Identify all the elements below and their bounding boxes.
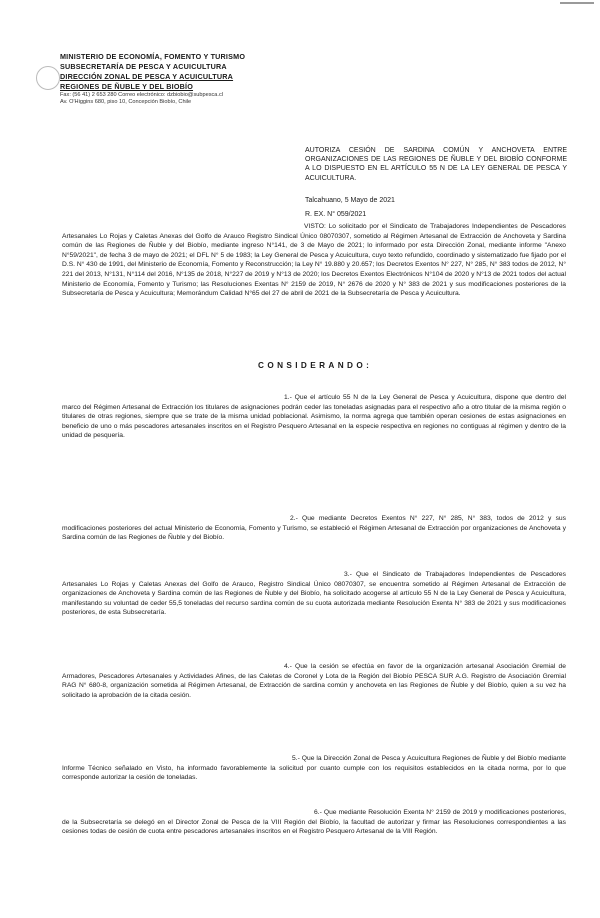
considerando-1: 1.- Que el artículo 55 N de la Ley General de Pesca y Acuicultura, dispone que dentro del marco del Régimen Artesanal de Extracción los titulares de asignaciones podrán ceder las toneladas asignadas para el respectivo año a otro titular de la misma región o titulares de otras regiones, siempre que se trate de la misma unidad poblacional. Asimismo, la norma agrega que también operan cesiones de estas asignaciones en beneficio de uno o más pescadores artesanales inscritos en el Registro Pesquero Artesanal en la especie respectiva en regiones no contiguas al régimen y dentro de la unidad de pesquería. (62, 394, 566, 440)
resolution-subject: AUTORIZA CESIÓN DE SARDINA COMÚN Y ANCHOVETA ENTRE ORGANIZACIONES DE LAS REGIONES DE ÑUBLE Y DEL BIOBÍO CONFORME A LO DISPUESTO EN EL ARTÍCULO 55 N DE LA LEY GENERAL DE PESCA Y ACUICULTURA. (305, 147, 567, 182)
visto-text: Lo solicitado por el Sindicato de Trabajadores Independientes de Pescadores Artesanales Lo Rojas y Caletas Anexas del Golfo de Arauco Registro Sindical Único 08070307, sometido al Régimen Artesanal de Extracción de Anchoveta y Sardina común de las Regiones de Ñuble y del Biobío, mediante ingreso N°141, de 3 de Mayo de 2021; lo informado por esta Dirección Zonal, mediante informe "Anexo N°59/2021", de fecha 3 de mayo de 2021; el DFL N° 5 de 1983; la Ley General de Pesca y Acuicultura, cuyo texto refundido, coordinado y sistematizado fue fijado por el D.S. N° 430 de 1991, del Ministerio de Economía, Fomento y Reconstrucción; la Ley N° 19.880 y 20.657; los Decretos Exentos N° 227, N° 285, N° 383 todos de 2012, N° 221 del 2013, N°131, N°114 del 2016, N°135 de 2018, N°227 de 2019 y N°13 de 2020; los Decretos Exentos Electrónicos N°104 de 2020 y N°13 de 2021 todos del actual Ministerio de Economía, Fomento y Turismo; las Resoluciones Exentas N° 2159 de 2019, N° 2676 de 2020 y N° 383 de 2021 y sus modificaciones posteriores de la Subsecretaría de Pesca y Acuicultura; Memorándum Calidad N°65 del 27 de abril de 2021 de la Subsecretaría de Pesca y Acuicultura. (62, 223, 567, 298)
letterhead-line-regiones: REGIONES DE ÑUBLE Y DEL BIOBÍO (60, 82, 194, 91)
letterhead-line-ministry: MINISTERIO DE ECONOMÍA, FOMENTO Y TURISMO (60, 52, 246, 61)
considerando-heading: CONSIDERANDO: (258, 361, 373, 370)
resolution-date: Talcahuano, 5 Mayo de 2021 (305, 197, 395, 204)
considerando-5: 5.- Que la Dirección Zonal de Pesca y Acuicultura Regiones de Ñuble y del Biobío mediante Informe Técnico señalado en Visto, ha informado favorablemente la solicitud por cuanto cumple con los requisitos establecidos en la citada norma, por lo que corresponde autorizar la cesión de toneladas. (62, 755, 566, 782)
letterhead-address-line: Av. O'Higgins 680, piso 10, Concepción Biobío, Chile (60, 99, 192, 105)
letterhead-line-direccion: DIRECCIÓN ZONAL DE PESCA Y ACUICULTURA (60, 72, 234, 81)
resolution-number: R. EX. N° 059/2021 (305, 211, 367, 218)
visto-paragraph (62, 222, 566, 299)
letterhead-line-subsecretaria: SUBSECRETARÍA DE PESCA Y ACUICULTURA (60, 62, 227, 71)
considerando-3: 3.- Que el Sindicato de Trabajadores Independientes de Pescadores Artesanales Lo Rojas y Caletas Anexas del Golfo de Arauco, Registro Sindical Único 08070307, se encuentra sometido al Régimen Artesanal de Extracción de organizaciones de Anchoveta y Sardina común de las Regiones de Ñuble y del Biobío, ha solicitado acogerse al artículo 55 N de la Ley General de Pesca y Acuicultura, manifestando su voluntad de ceder 55,5 toneladas del recurso sardina común de su cuota autorizada mediante Resolución Exenta N° 383 de 2021 y sus modificaciones posteriores, de esta Subsecretaría. (62, 571, 566, 617)
corner-mark (560, 2, 594, 4)
ministry-seal-icon (36, 66, 60, 90)
considerando-6: 6.- Que mediante Resolución Exenta N° 2159 de 2019 y modificaciones posteriores, de la Subsecretaría se delegó en el Director Zonal de Pesca de la VIII Región del Biobío, la facultad de autorizar y firmar las Resoluciones correspondientes a las cesiones todas de cesión de cuota entre pescadores artesanales inscritos en el Registro Pesquero Artesanal de la VIII Región. (62, 809, 566, 836)
visto-label: VISTO: (304, 223, 326, 230)
considerando-2: 2.- Que mediante Decretos Exentos N° 227, N° 285, N° 383, todos de 2012 y sus modificaciones posteriores del actual Ministerio de Economía, Fomento y Turismo, se estableció el Régimen Artesanal de Extracción por organizaciones de Anchoveta y Sardina común de las Regiones de Ñuble y del Biobío. (62, 515, 566, 542)
letterhead (60, 52, 300, 106)
considerando-4: 4.- Que la cesión se efectúa en favor de la organización artesanal Asociación Gremial de Armadores, Pescadores Artesanales y Actividades Afines, de las Caletas de Coronel y Lota de la Región del Biobío PESCA SUR A.G. Registro de Asociación Gremial RAG N° 680-8, organización sometida al Régimen Artesanal, de Extracción de sardina común y anchoveta en las Regiones de Ñuble y del Biobío, quien a su vez ha solicitado la aprobación de la citada cesión. (62, 663, 566, 699)
letterhead-contact-line: Fax: (56 41) 2 653 280 Correo electrónico: dzbiobio@subpesca.cl (60, 92, 224, 98)
